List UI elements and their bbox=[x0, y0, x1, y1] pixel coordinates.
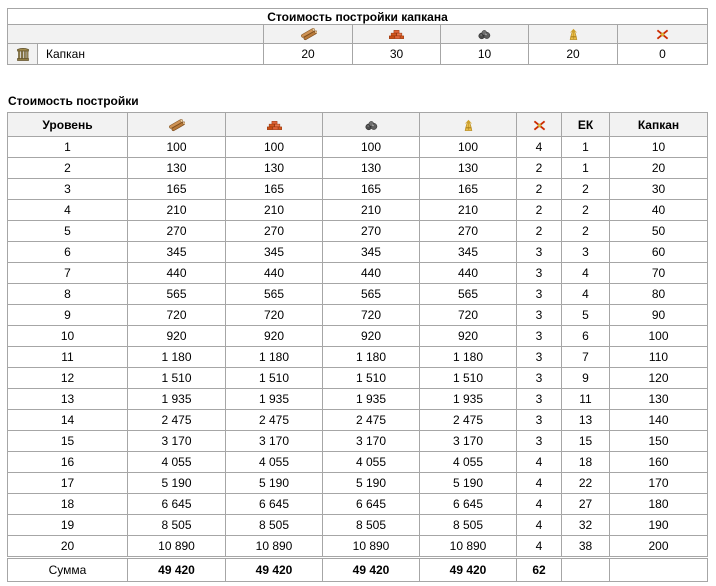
cell-level: 8 bbox=[8, 284, 128, 305]
cell-consumption: 2 bbox=[517, 158, 562, 179]
cell-level: 13 bbox=[8, 389, 128, 410]
cell-trap: 140 bbox=[610, 410, 708, 431]
cell-trap: 10 bbox=[610, 137, 708, 158]
cell-level: 18 bbox=[8, 494, 128, 515]
cell-ek: 2 bbox=[562, 221, 610, 242]
cell-consumption: 3 bbox=[517, 389, 562, 410]
cell-crop: 440 bbox=[420, 263, 517, 284]
cell-consumption: 3 bbox=[517, 431, 562, 452]
cell-iron: 165 bbox=[323, 179, 420, 200]
cell-trap: 160 bbox=[610, 452, 708, 473]
cell-consumption: 4 bbox=[517, 536, 562, 558]
cell-clay: 720 bbox=[226, 305, 323, 326]
cell-level: 14 bbox=[8, 410, 128, 431]
cell-crop: 1 180 bbox=[420, 347, 517, 368]
cell-iron: 565 bbox=[323, 284, 420, 305]
cell-consumption: 0 bbox=[618, 44, 708, 65]
cell-crop: 5 190 bbox=[420, 473, 517, 494]
cell-clay: 6 645 bbox=[226, 494, 323, 515]
cell-wood: 210 bbox=[128, 200, 226, 221]
cell-ek: 38 bbox=[562, 536, 610, 558]
cell-iron: 1 510 bbox=[323, 368, 420, 389]
cell-crop: 10 890 bbox=[420, 536, 517, 558]
cell-level: 9 bbox=[8, 305, 128, 326]
cell-wood: 8 505 bbox=[128, 515, 226, 536]
cell-wood: 270 bbox=[128, 221, 226, 242]
cell-level: 10 bbox=[8, 326, 128, 347]
cell-level: 11 bbox=[8, 347, 128, 368]
cell-iron: 270 bbox=[323, 221, 420, 242]
cell-crop: 20 bbox=[529, 44, 618, 65]
cell-ek: 9 bbox=[562, 368, 610, 389]
cell-crop: 100 bbox=[420, 137, 517, 158]
cell-clay: 920 bbox=[226, 326, 323, 347]
cell-iron: 345 bbox=[323, 242, 420, 263]
cell-crop: 345 bbox=[420, 242, 517, 263]
cell-wood: 6 645 bbox=[128, 494, 226, 515]
cell-trap: 120 bbox=[610, 368, 708, 389]
cell-trap: 110 bbox=[610, 347, 708, 368]
cell-ek: 11 bbox=[562, 389, 610, 410]
cell-ek: 1 bbox=[562, 158, 610, 179]
ek-column-header: ЕК bbox=[562, 113, 610, 137]
cell-consumption: 3 bbox=[517, 410, 562, 431]
cell-wood: 3 170 bbox=[128, 431, 226, 452]
cell-clay: 2 475 bbox=[226, 410, 323, 431]
cell-consumption: 4 bbox=[517, 494, 562, 515]
trap-column-header: Капкан bbox=[610, 113, 708, 137]
cell-iron: 440 bbox=[323, 263, 420, 284]
cell-level: 1 bbox=[8, 137, 128, 158]
cell-consumption: 4 bbox=[517, 473, 562, 494]
cell-wood: 1 180 bbox=[128, 347, 226, 368]
cell-ek: 6 bbox=[562, 326, 610, 347]
cell-trap: 170 bbox=[610, 473, 708, 494]
cell-level: 17 bbox=[8, 473, 128, 494]
cell-consumption: 2 bbox=[517, 221, 562, 242]
cell-ek: 13 bbox=[562, 410, 610, 431]
cell-iron: 210 bbox=[323, 200, 420, 221]
cell-consumption: 3 bbox=[517, 263, 562, 284]
cell-trap: 30 bbox=[610, 179, 708, 200]
cell-iron: 5 190 bbox=[323, 473, 420, 494]
cell-ek: 27 bbox=[562, 494, 610, 515]
cell-clay: 130 bbox=[226, 158, 323, 179]
cell-wood: 165 bbox=[128, 179, 226, 200]
cell-clay: 10 890 bbox=[226, 536, 323, 558]
cell-consumption: 3 bbox=[517, 242, 562, 263]
cell-ek: 3 bbox=[562, 242, 610, 263]
cell-clay: 8 505 bbox=[226, 515, 323, 536]
cell-iron: 920 bbox=[323, 326, 420, 347]
cell-wood: 100 bbox=[128, 137, 226, 158]
cell-wood: 1 510 bbox=[128, 368, 226, 389]
cell-trap: 90 bbox=[610, 305, 708, 326]
cell-wood: 920 bbox=[128, 326, 226, 347]
cell-clay: 5 190 bbox=[226, 473, 323, 494]
cell-ek: 18 bbox=[562, 452, 610, 473]
cell-crop: 565 bbox=[420, 284, 517, 305]
cell-crop: 1 935 bbox=[420, 389, 517, 410]
cell-clay: 345 bbox=[226, 242, 323, 263]
cell-trap: 40 bbox=[610, 200, 708, 221]
cell-level: 19 bbox=[8, 515, 128, 536]
cell-wood: 5 190 bbox=[128, 473, 226, 494]
cell-level: 2 bbox=[8, 158, 128, 179]
cell-iron: 1 935 bbox=[323, 389, 420, 410]
cell-crop: 165 bbox=[420, 179, 517, 200]
cell-level: 20 bbox=[8, 536, 128, 558]
cell-ek: 5 bbox=[562, 305, 610, 326]
cell-consumption: 4 bbox=[517, 515, 562, 536]
cell-ek: 4 bbox=[562, 263, 610, 284]
cell-iron: 2 475 bbox=[323, 410, 420, 431]
cell-iron: 1 180 bbox=[323, 347, 420, 368]
sum-consumption: 62 bbox=[517, 558, 562, 582]
cell-trap: 130 bbox=[610, 389, 708, 410]
cell-clay: 565 bbox=[226, 284, 323, 305]
cell-trap: 60 bbox=[610, 242, 708, 263]
cell-trap: 200 bbox=[610, 536, 708, 558]
trap-table-title: Стоимость постройки капкана bbox=[8, 9, 708, 25]
cell-wood: 2 475 bbox=[128, 410, 226, 431]
cell-iron: 130 bbox=[323, 158, 420, 179]
cell-iron: 4 055 bbox=[323, 452, 420, 473]
cell-consumption: 4 bbox=[517, 137, 562, 158]
cell-clay: 4 055 bbox=[226, 452, 323, 473]
cell-ek: 22 bbox=[562, 473, 610, 494]
cell-wood: 20 bbox=[264, 44, 353, 65]
cell-crop: 270 bbox=[420, 221, 517, 242]
sum-iron: 49 420 bbox=[323, 558, 420, 582]
cell-clay: 1 180 bbox=[226, 347, 323, 368]
cell-trap: 80 bbox=[610, 284, 708, 305]
cell-clay: 270 bbox=[226, 221, 323, 242]
cell-iron: 720 bbox=[323, 305, 420, 326]
cell-crop: 920 bbox=[420, 326, 517, 347]
cell-iron: 10 bbox=[441, 44, 529, 65]
cell-trap: 50 bbox=[610, 221, 708, 242]
cell-trap: 190 bbox=[610, 515, 708, 536]
unit-name: Капкан bbox=[38, 44, 264, 65]
cell-clay: 440 bbox=[226, 263, 323, 284]
level-column-header: Уровень bbox=[8, 113, 128, 137]
cell-consumption: 3 bbox=[517, 347, 562, 368]
cell-iron: 3 170 bbox=[323, 431, 420, 452]
cell-ek: 2 bbox=[562, 200, 610, 221]
cell-iron: 6 645 bbox=[323, 494, 420, 515]
cell-clay: 210 bbox=[226, 200, 323, 221]
cell-crop: 4 055 bbox=[420, 452, 517, 473]
cell-trap: 100 bbox=[610, 326, 708, 347]
cell-level: 7 bbox=[8, 263, 128, 284]
cell-level: 15 bbox=[8, 431, 128, 452]
sum-crop: 49 420 bbox=[420, 558, 517, 582]
cell-crop: 3 170 bbox=[420, 431, 517, 452]
cell-consumption: 2 bbox=[517, 200, 562, 221]
cell-wood: 720 bbox=[128, 305, 226, 326]
cell-ek: 4 bbox=[562, 284, 610, 305]
cell-iron: 100 bbox=[323, 137, 420, 158]
cell-wood: 1 935 bbox=[128, 389, 226, 410]
cell-clay: 165 bbox=[226, 179, 323, 200]
cell-wood: 10 890 bbox=[128, 536, 226, 558]
cell-trap: 20 bbox=[610, 158, 708, 179]
cell-ek: 2 bbox=[562, 179, 610, 200]
cell-consumption: 4 bbox=[517, 452, 562, 473]
cell-trap: 150 bbox=[610, 431, 708, 452]
section-title: Стоимость постройки bbox=[8, 94, 139, 108]
cell-wood: 565 bbox=[128, 284, 226, 305]
cell-level: 16 bbox=[8, 452, 128, 473]
cell-wood: 130 bbox=[128, 158, 226, 179]
cell-clay: 1 510 bbox=[226, 368, 323, 389]
cell-trap: 70 bbox=[610, 263, 708, 284]
cell-level: 4 bbox=[8, 200, 128, 221]
cell-crop: 1 510 bbox=[420, 368, 517, 389]
cell-clay: 30 bbox=[353, 44, 441, 65]
cell-clay: 3 170 bbox=[226, 431, 323, 452]
cell-ek: 1 bbox=[562, 137, 610, 158]
cell-clay: 100 bbox=[226, 137, 323, 158]
cell-wood: 440 bbox=[128, 263, 226, 284]
cell-consumption: 2 bbox=[517, 179, 562, 200]
cell-level: 6 bbox=[8, 242, 128, 263]
cell-iron: 10 890 bbox=[323, 536, 420, 558]
cell-level: 5 bbox=[8, 221, 128, 242]
cell-crop: 2 475 bbox=[420, 410, 517, 431]
cell-ek: 7 bbox=[562, 347, 610, 368]
cell-level: 12 bbox=[8, 368, 128, 389]
cell-wood: 4 055 bbox=[128, 452, 226, 473]
cell-ek: 15 bbox=[562, 431, 610, 452]
sum-label: Сумма bbox=[8, 558, 128, 582]
cell-consumption: 3 bbox=[517, 284, 562, 305]
cell-level: 3 bbox=[8, 179, 128, 200]
cell-crop: 210 bbox=[420, 200, 517, 221]
cell-iron: 8 505 bbox=[323, 515, 420, 536]
cell-crop: 8 505 bbox=[420, 515, 517, 536]
cell-trap: 180 bbox=[610, 494, 708, 515]
cell-crop: 720 bbox=[420, 305, 517, 326]
cell-clay: 1 935 bbox=[226, 389, 323, 410]
cell-crop: 6 645 bbox=[420, 494, 517, 515]
cell-consumption: 3 bbox=[517, 326, 562, 347]
sum-clay: 49 420 bbox=[226, 558, 323, 582]
cell-consumption: 3 bbox=[517, 368, 562, 389]
sum-wood: 49 420 bbox=[128, 558, 226, 582]
cell-crop: 130 bbox=[420, 158, 517, 179]
cell-wood: 345 bbox=[128, 242, 226, 263]
cell-consumption: 3 bbox=[517, 305, 562, 326]
cell-ek: 32 bbox=[562, 515, 610, 536]
